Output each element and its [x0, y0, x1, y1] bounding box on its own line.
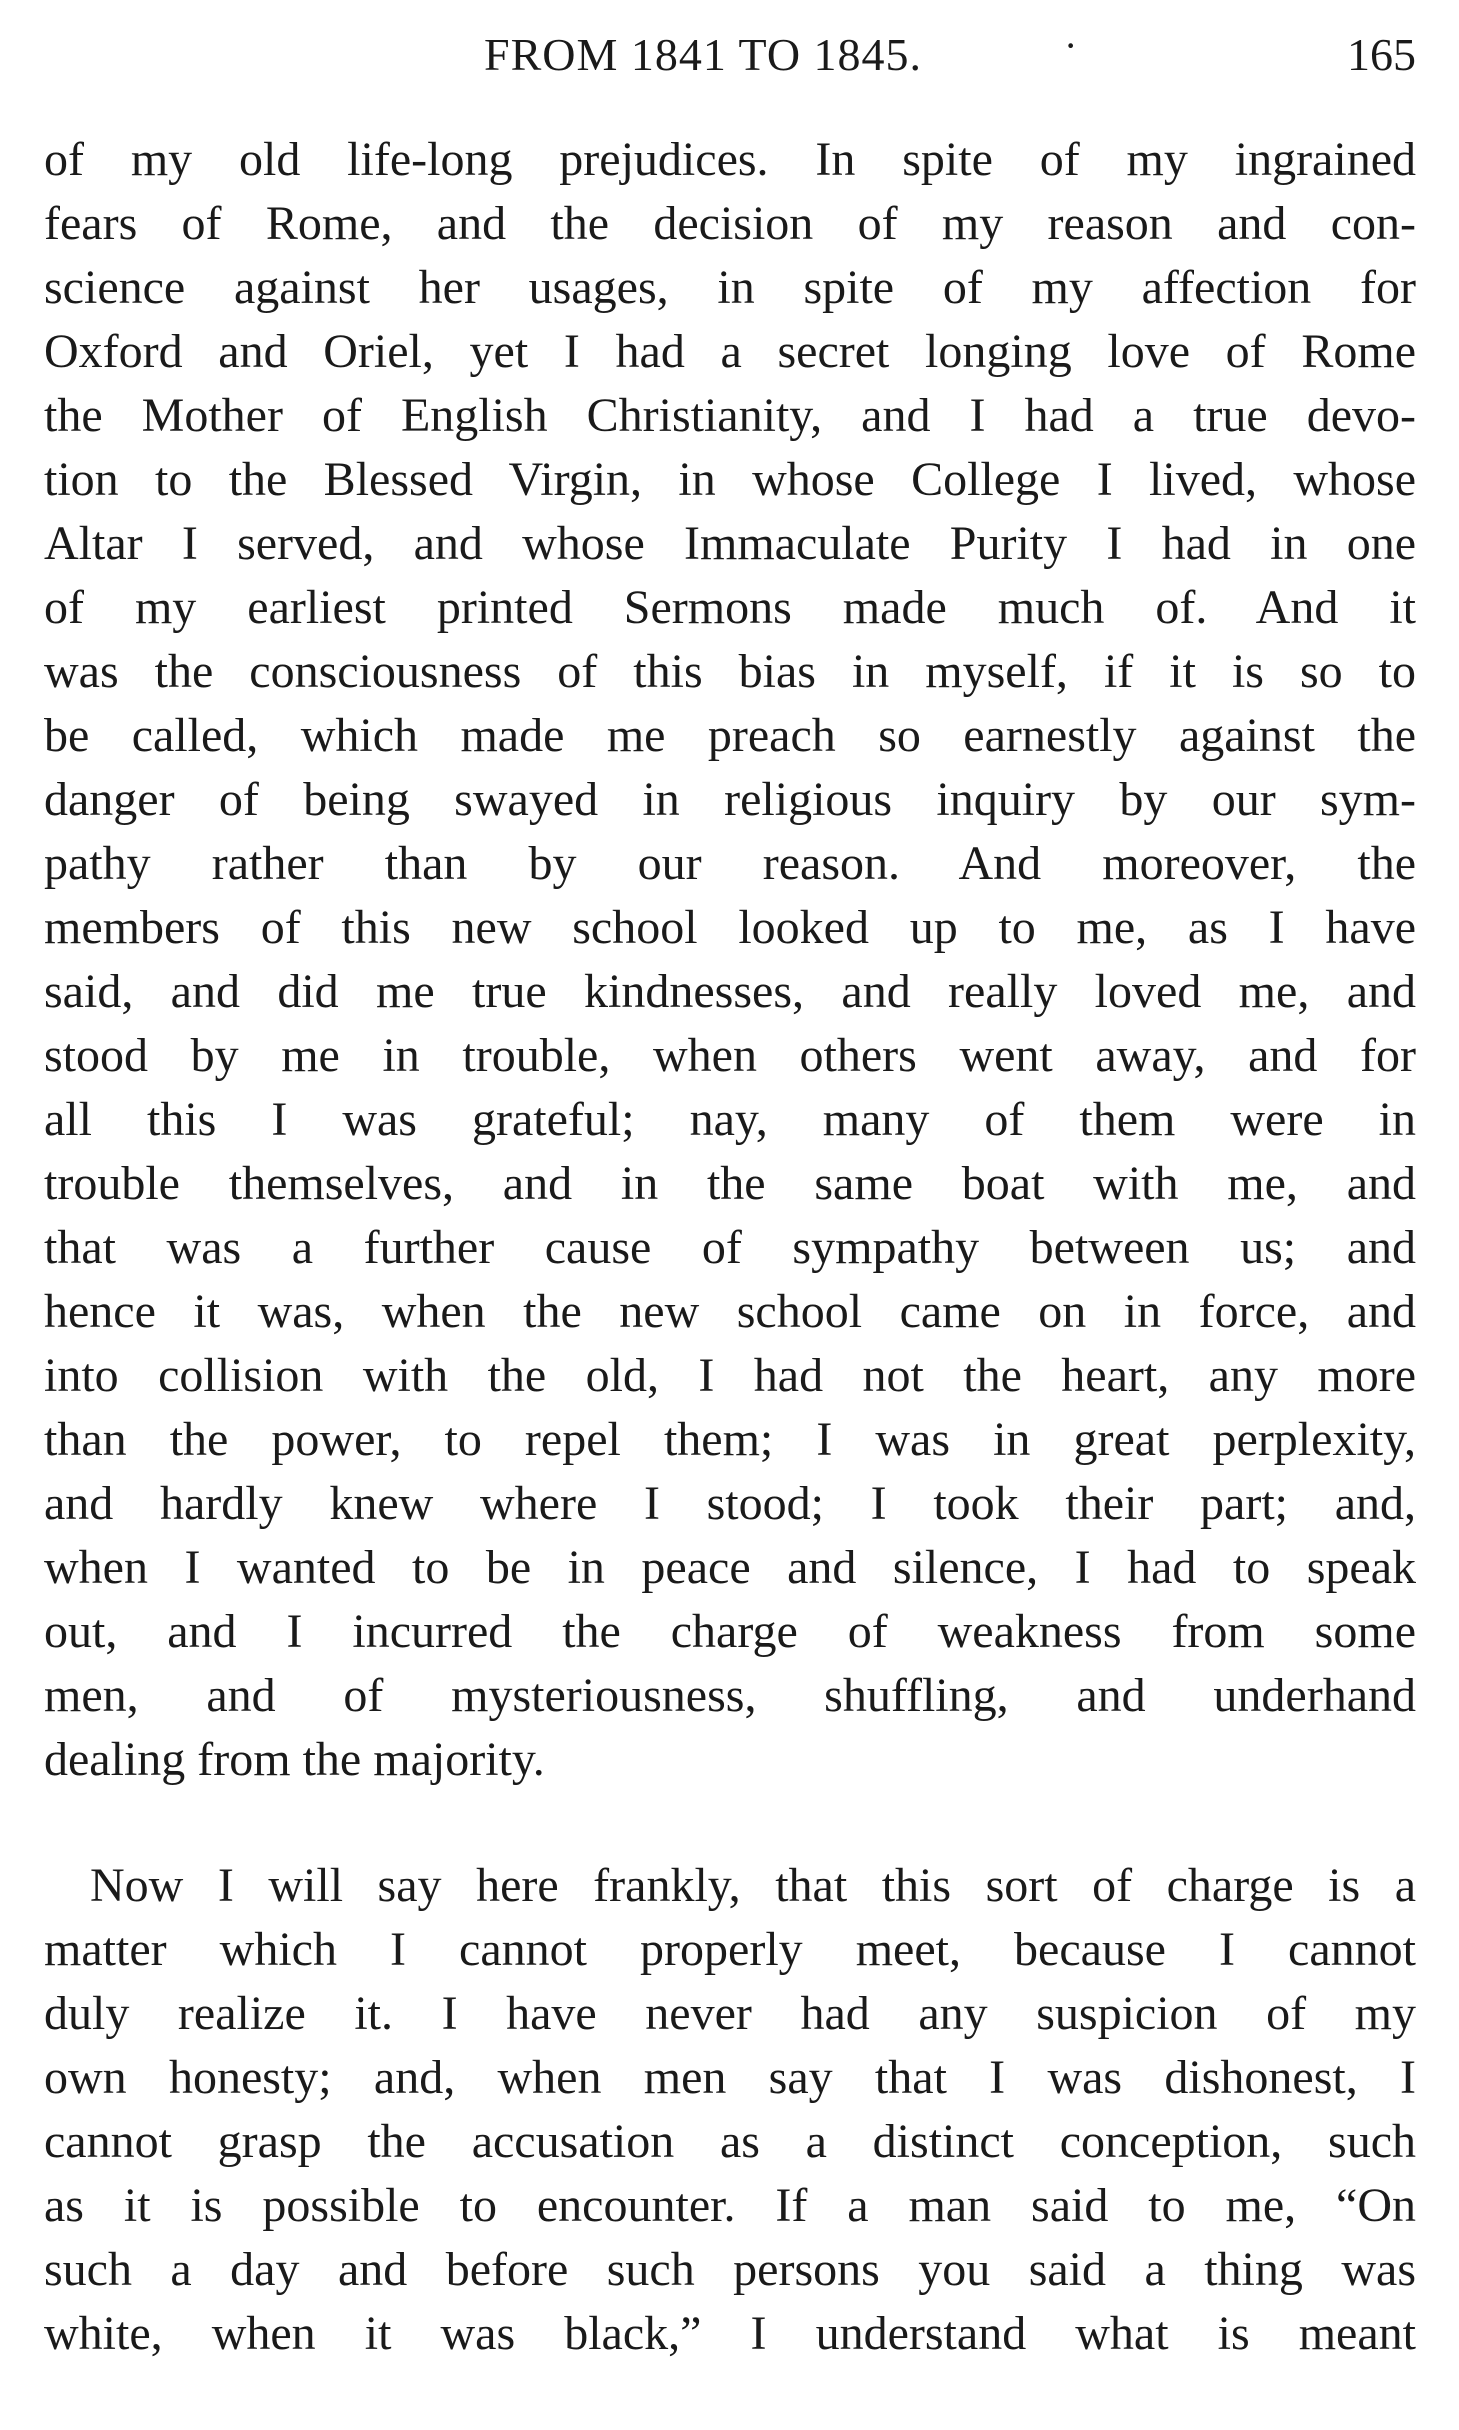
text-line: was the consciousness of this bias in myself, if it is so to [44, 645, 1416, 698]
text-line: into collision with the old, I had not the heart, any more [44, 1349, 1416, 1402]
text-line: own honesty; and, when men say that I was dishonest, I [44, 2051, 1416, 2104]
text-line: tion to the Blessed Virgin, in whose College I lived, whose [44, 453, 1416, 506]
text-line: science against her usages, in spite of my affection for [44, 261, 1416, 314]
text-line: out, and I incurred the charge of weakness from some [44, 1605, 1416, 1658]
text-line: stood by me in trouble, when others went away, and for [44, 1029, 1416, 1082]
text-line: be called, which made me preach so earnestly against the [44, 709, 1416, 762]
paragraph-2 [44, 1854, 1416, 2366]
text-line: duly realize it. I have never had any suspicion of my [44, 1987, 1416, 2040]
text-line: such a day and before such persons you said a thing was [44, 2243, 1416, 2296]
paragraph-1 [44, 128, 1416, 1792]
text-line: of my earliest printed Sermons made much of. And it [44, 581, 1416, 634]
running-head [44, 23, 1416, 88]
text-line: that was a further cause of sympathy between us; and [44, 1221, 1416, 1274]
text-line: trouble themselves, and in the same boat with me, and [44, 1157, 1416, 1210]
text-line: as it is possible to encounter. If a man said to me, “On [44, 2179, 1416, 2232]
text-line: all this I was grateful; nay, many of them were in [44, 1093, 1416, 1146]
text-line: when I wanted to be in peace and silence, I had to speak [44, 1541, 1416, 1594]
text-line: said, and did me true kindnesses, and really loved me, and [44, 965, 1416, 1018]
paragraph-gap [44, 1792, 1416, 1854]
text-line: Altar I served, and whose Immaculate Purity I had in one [44, 517, 1416, 570]
text-line: dealing from the majority. [44, 1733, 545, 1786]
text-line: men, and of mysteriousness, shuffling, and underhand [44, 1669, 1416, 1722]
text-line: cannot grasp the accusation as a distinct conception, such [44, 2115, 1416, 2168]
text-line: fears of Rome, and the decision of my reason and con- [44, 197, 1416, 250]
text-line: than the power, to repel them; I was in great perplexity, [44, 1413, 1416, 1466]
running-title: FROM 1841 TO 1845. [484, 29, 923, 80]
body-text [44, 128, 1416, 2366]
running-head-mark: · [1064, 23, 1078, 68]
page-number: 165 [1347, 29, 1416, 80]
text-line: pathy rather than by our reason. And moreover, the [44, 837, 1416, 890]
text-line: hence it was, when the new school came on in force, and [44, 1285, 1416, 1338]
text-line: members of this new school looked up to me, as I have [44, 901, 1416, 954]
text-line: Oxford and Oriel, yet I had a secret longing love of Rome [44, 325, 1416, 378]
text-line: of my old life-long prejudices. In spite of my ingrained [44, 133, 1416, 186]
text-line: the Mother of English Christianity, and I had a true devo- [44, 389, 1416, 442]
text-line: Now I will say here frankly, that this sort of charge is a [90, 1859, 1416, 1912]
text-line: white, when it was black,” I understand what is meant [44, 2307, 1416, 2360]
text-line: and hardly knew where I stood; I took their part; and, [44, 1477, 1416, 1530]
text-line: matter which I cannot properly meet, because I cannot [44, 1923, 1416, 1976]
text-line: danger of being swayed in religious inquiry by our sym- [44, 773, 1416, 826]
